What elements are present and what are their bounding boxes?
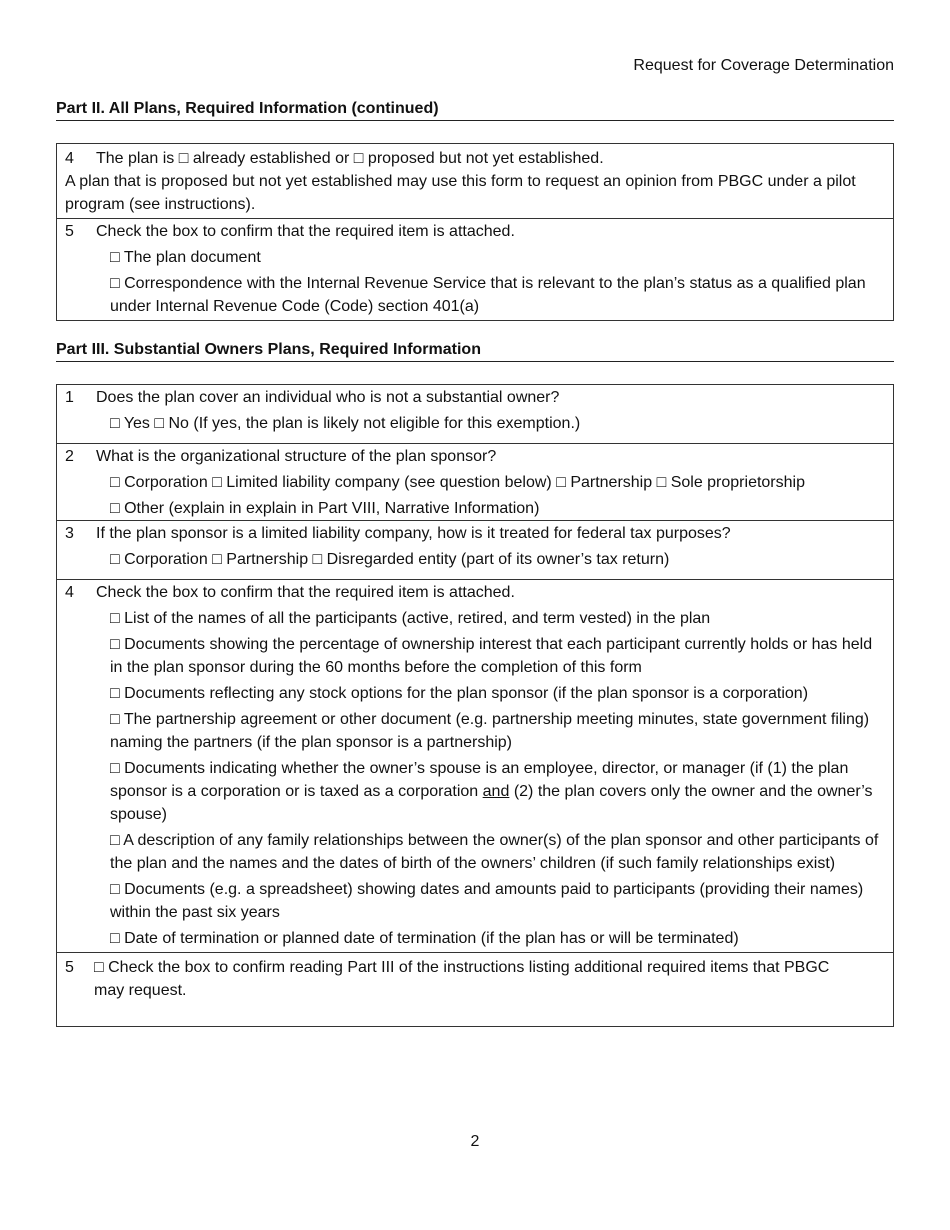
part3-q5-number: 5 [65, 959, 74, 976]
part3-q3-number: 3 [65, 525, 74, 542]
part3-q3-text: If the plan sponsor is a limited liability company, how is it treated for federal tax purposes? [96, 525, 731, 542]
part2-q4-text: The plan is □ already established or □ proposed but not yet established. [96, 150, 604, 167]
part3-q2-text: What is the organizational structure of the plan sponsor? [96, 448, 497, 465]
part3-q1-text: Does the plan cover an individual who is not a substantial owner? [96, 389, 560, 406]
part2-q5-row [57, 218, 893, 320]
part3-q1-options[interactable]: □ Yes □ No (If yes, the plan is likely not eligible for this exemption.) [110, 415, 581, 432]
part3-q5-line[interactable] [57, 956, 893, 1002]
part3-q2-line [57, 445, 893, 468]
part3-q4-item-participants-list[interactable]: □ List of the names of all the participants (active, retired, and term vested) in the plan [110, 610, 711, 627]
part3-q4-item5-text-b: (2) the plan covers only the owner and the owner’s spouse) [110, 783, 873, 823]
part3-q3-line [57, 522, 893, 545]
part3-q4-number: 4 [65, 584, 74, 601]
part3-q4-item-stock-options[interactable]: □ Documents reflecting any stock options for the plan sponsor (if the plan sponsor is a corporation) [110, 685, 809, 702]
part3-q4-item-partnership-agreement[interactable]: □ The partnership agreement or other document (e.g. partnership meeting minutes, state government filing) naming the partners (if the plan sponsor is a partnership) [110, 711, 870, 751]
part3-q4-item5-and: and [482, 783, 510, 800]
part3-q1-number: 1 [65, 389, 74, 406]
part2-q4-row [57, 144, 893, 218]
part3-table [56, 384, 894, 1027]
part3-q3-row [57, 520, 893, 579]
part2-q4-line [57, 147, 893, 170]
document-header-title: Request for Coverage Determination [633, 57, 894, 74]
part2-table [56, 143, 894, 321]
part2-q4-note: A plan that is proposed but not yet established may use this form to request an opinion from PBGC under a pilot program (see instructions). [65, 173, 856, 213]
part3-q2-options-structure[interactable]: □ Corporation □ Limited liability company (see question below) □ Partnership □ Sole proprietorship [110, 474, 805, 491]
part3-title: Part III. Substantial Owners Plans, Required Information [56, 340, 894, 362]
part3-q4-item-payments-spreadsheet[interactable]: □ Documents (e.g. a spreadsheet) showing dates and amounts paid to participants (providing their names) within the past six years [110, 881, 864, 921]
part2-q5-item-irs-correspondence[interactable]: □ Correspondence with the Internal Revenue Service that is relevant to the plan’s status as a qualified plan under Internal Revenue Code (Code) section 401(a) [110, 275, 866, 315]
part3-q5-text: □ Check the box to confirm reading Part III of the instructions listing additional required items that PBGC may request. [94, 959, 830, 999]
part3-q4-item-family-relationships[interactable]: □ A description of any family relationships between the owner(s) of the plan sponsor and other participants of the plan and the names and the dates of birth of the owners’ children (if such family relationships exist) [110, 832, 879, 872]
page-number: 2 [470, 1133, 480, 1150]
part2-title: Part II. All Plans, Required Information (continued) [56, 99, 894, 121]
part3-q1-row [57, 385, 893, 443]
part3-q2-number: 2 [65, 448, 74, 465]
part2-q5-number: 5 [65, 223, 74, 240]
part3-q1-line [57, 386, 893, 409]
part2-q5-text: Check the box to confirm that the required item is attached. [96, 223, 515, 240]
part2-q5-item-plan-document[interactable]: □ The plan document [110, 249, 261, 266]
part3-q4-text: Check the box to confirm that the required item is attached. [96, 584, 515, 601]
part3-q4-row [57, 579, 893, 952]
part2-q4-number: 4 [65, 150, 74, 167]
part3-q4-item-ownership-documents[interactable]: □ Documents showing the percentage of ownership interest that each participant currently holds or has held in the plan sponsor during the 60 months before the completion of this form [110, 636, 873, 676]
part3-q4-item5-text-a: □ Documents indicating whether the owner’s spouse is an employee, director, or manager (if (1) the plan sponsor is a corporation or is taxed as a corporation [110, 760, 849, 800]
part3-q5-row [57, 952, 893, 1026]
part3-q4-line [57, 581, 893, 604]
part3-q3-options[interactable]: □ Corporation □ Partnership □ Disregarded entity (part of its owner’s tax return) [110, 551, 670, 568]
part3-q4-item-termination-date[interactable]: □ Date of termination or planned date of termination (if the plan has or will be terminated) [110, 930, 739, 947]
part3-q4-item-spouse-documents[interactable] [57, 757, 893, 826]
part3-q2-row [57, 443, 893, 520]
part3-q2-options-other[interactable]: □ Other (explain in explain in Part VIII, Narrative Information) [110, 500, 540, 517]
part2-q5-line [57, 220, 893, 243]
